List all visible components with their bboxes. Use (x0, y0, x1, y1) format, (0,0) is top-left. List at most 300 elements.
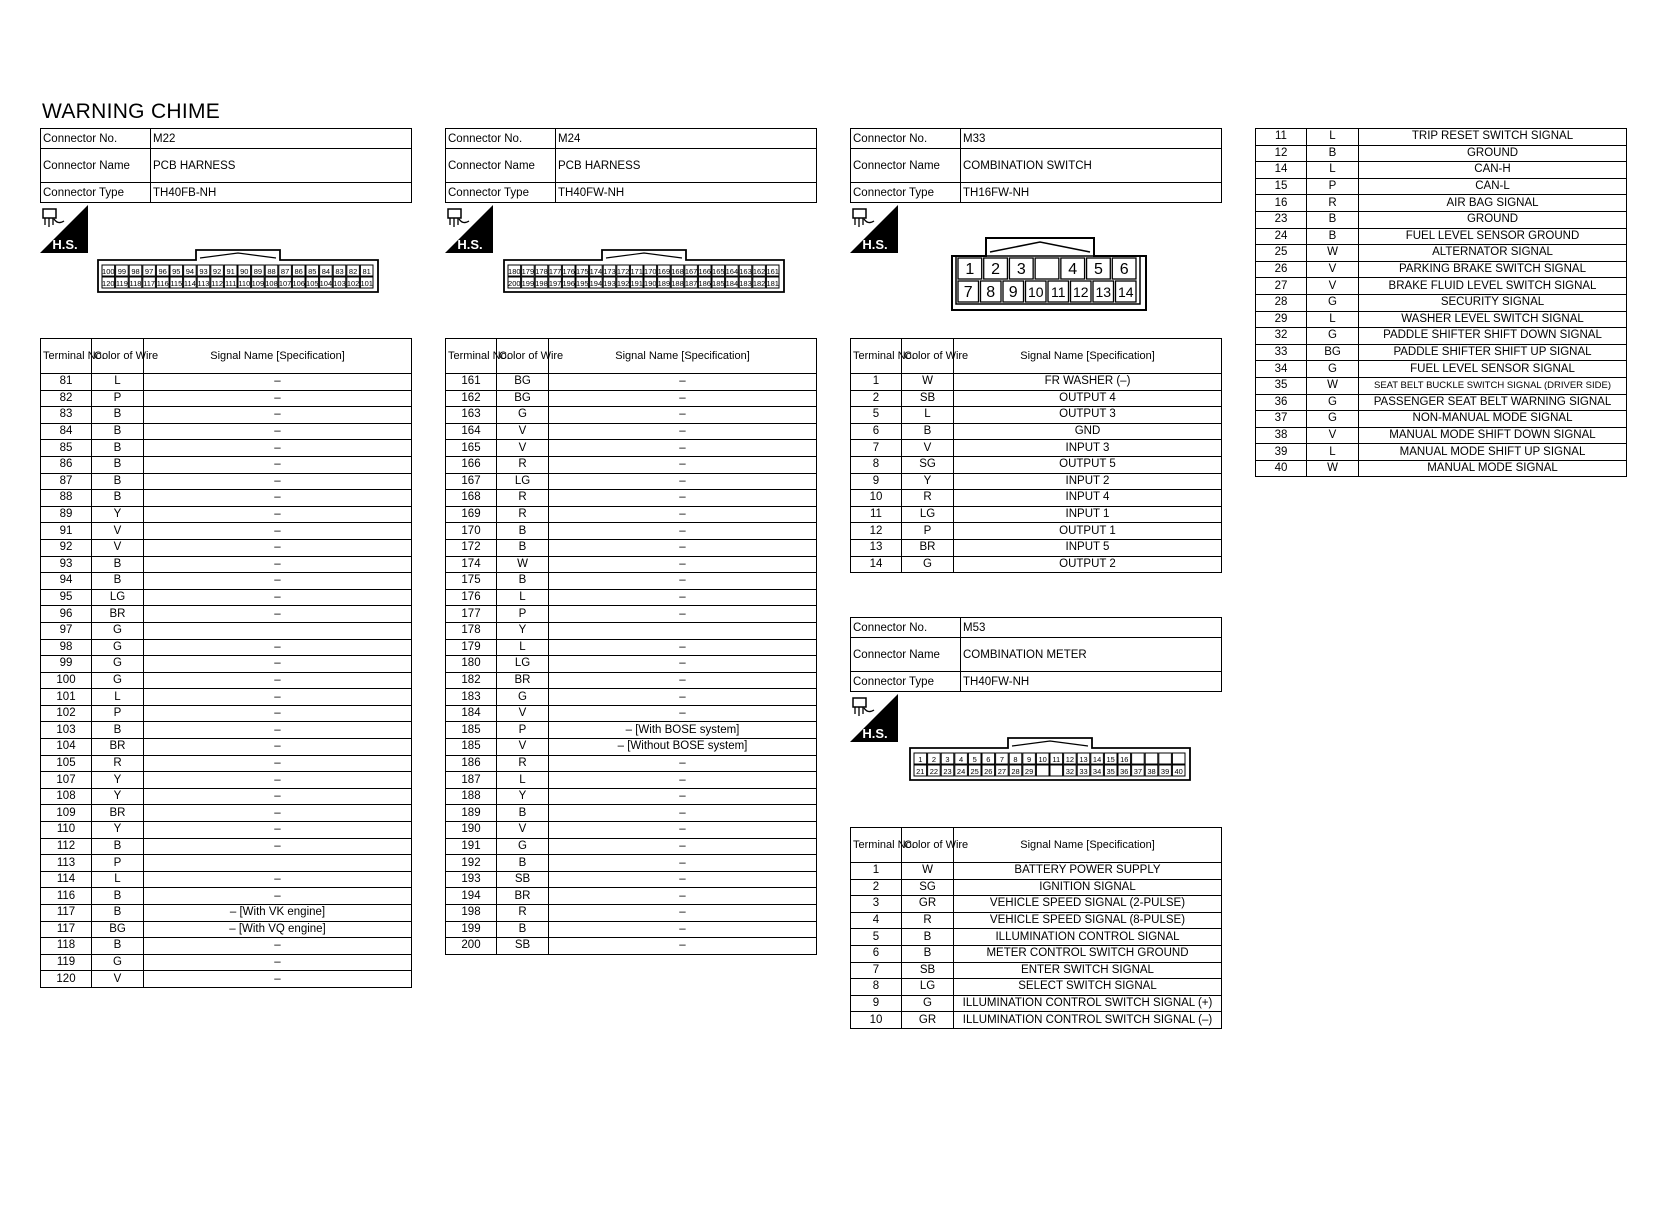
terminal-no: 5 (851, 929, 902, 946)
pin-number: 15 (1106, 755, 1115, 764)
table-row (41, 374, 412, 391)
table-row (41, 556, 412, 573)
wire-color: L (497, 589, 549, 606)
terminal-no: 168 (446, 490, 497, 507)
wire-color: LG (902, 506, 954, 523)
terminal-no: 198 (446, 905, 497, 922)
terminal-no: 13 (851, 539, 902, 556)
pin-number: 168 (671, 267, 684, 276)
connector-latch (200, 253, 276, 258)
connector-m33 (850, 128, 1222, 203)
harness-side-icon (40, 205, 88, 253)
signal-name: – (144, 838, 412, 855)
connector-name-value: PCB HARNESS (556, 149, 817, 183)
wire-color: BG (497, 390, 549, 407)
wire-color: Y (902, 473, 954, 490)
wire-color: B (92, 938, 144, 955)
terminal-no: 113 (41, 855, 92, 872)
terminal-no: 26 (1256, 261, 1307, 278)
signal-name: INPUT 4 (954, 490, 1222, 507)
pin-number: 172 (616, 267, 630, 276)
terminal-table (1255, 128, 1627, 477)
pin-number: 191 (630, 279, 643, 288)
table-row (851, 929, 1222, 946)
terminal-table-m53 (850, 827, 1222, 1029)
terminal-no: 12 (1256, 145, 1307, 162)
signal-name: – (549, 855, 817, 872)
pin-number: 119 (115, 279, 128, 288)
signal-name: – (144, 938, 412, 955)
terminal-no: 191 (446, 838, 497, 855)
signal-name: – (549, 523, 817, 540)
wire-color: P (92, 390, 144, 407)
table-row (446, 639, 817, 656)
signal-name: PADDLE SHIFTER SHIFT UP SIGNAL (1359, 344, 1627, 361)
pin-number: 170 (644, 267, 657, 276)
signal-name: SEAT BELT BUCKLE SWITCH SIGNAL (DRIVER SIDE) (1359, 377, 1627, 394)
table-row (1256, 178, 1627, 195)
signal-name: – (549, 490, 817, 507)
pin-number: 40 (1174, 767, 1183, 776)
table-row (446, 573, 817, 590)
signal-name: – (144, 871, 412, 888)
wire-color: B (92, 838, 144, 855)
signal-name: BRAKE FLUID LEVEL SWITCH SIGNAL (1359, 278, 1627, 295)
table-row (41, 656, 412, 673)
harness-side-icon (445, 205, 493, 253)
terminal-no: 99 (41, 656, 92, 673)
terminal-no: 88 (41, 490, 92, 507)
signal-name: OUTPUT 1 (954, 523, 1222, 540)
table-row (41, 822, 412, 839)
wire-color: L (497, 639, 549, 656)
signal-name: – (549, 573, 817, 590)
signal-name: ILLUMINATION CONTROL SWITCH SIGNAL (–) (954, 1012, 1222, 1029)
table-row (446, 656, 817, 673)
terminal-no: 83 (41, 407, 92, 424)
wire-color: V (92, 539, 144, 556)
wire-color: W (1307, 460, 1359, 477)
connector-m24 (445, 128, 817, 203)
wire-color: V (497, 822, 549, 839)
wire-color: L (497, 772, 549, 789)
connector-info-table (850, 128, 1222, 203)
terminal-no: 40 (1256, 460, 1307, 477)
pin-number: 111 (224, 279, 237, 288)
signal-name: – (144, 523, 412, 540)
pin-number: 108 (265, 279, 278, 288)
pin-number: 81 (362, 267, 371, 276)
signal-name: – [With VK engine] (144, 905, 412, 922)
wire-color: BG (497, 374, 549, 391)
table-row (446, 672, 817, 689)
connector-no-label: Connector No. (446, 129, 556, 149)
table-row (446, 938, 817, 955)
signal-name: VEHICLE SPEED SIGNAL (8-PULSE) (954, 912, 1222, 929)
pin-cell (1036, 765, 1049, 776)
signal-name-header: Signal Name [Specification] (954, 339, 1222, 374)
terminal-no: 81 (41, 374, 92, 391)
table-row (41, 440, 412, 457)
harness-side-icon (850, 694, 898, 742)
table-row (41, 589, 412, 606)
connector-info-table (850, 617, 1222, 692)
connector-no-label: Connector No. (41, 129, 151, 149)
pin-number: 113 (197, 279, 210, 288)
signal-name: WASHER LEVEL SWITCH SIGNAL (1359, 311, 1627, 328)
table-row (851, 879, 1222, 896)
pin-cell (1050, 765, 1063, 776)
table-row (41, 838, 412, 855)
table-row (851, 423, 1222, 440)
pin-number: 88 (267, 267, 276, 276)
wire-color: G (1307, 328, 1359, 345)
signal-name: – (549, 473, 817, 490)
pin-number: 27 (997, 767, 1007, 776)
connector-no-label: Connector No. (851, 618, 961, 638)
signal-name: – (144, 423, 412, 440)
connector-no-label: Connector No. (851, 129, 961, 149)
table-row (851, 556, 1222, 573)
table-row (41, 689, 412, 706)
table-row (41, 390, 412, 407)
table-row (41, 423, 412, 440)
connector-diagram (96, 248, 380, 294)
terminal-no: 91 (41, 523, 92, 540)
wire-color: Y (497, 788, 549, 805)
wire-color: P (92, 855, 144, 872)
wire-color: G (1307, 294, 1359, 311)
pin-number: 4 (1068, 261, 1078, 278)
terminal-no: 185 (446, 722, 497, 739)
wire-color: V (497, 705, 549, 722)
wire-color: SB (497, 938, 549, 955)
terminal-no: 82 (41, 390, 92, 407)
pin-number: 169 (657, 267, 671, 276)
table-row (1256, 411, 1627, 428)
terminal-no: 165 (446, 440, 497, 457)
wire-color: LG (92, 589, 144, 606)
wire-color: B (92, 490, 144, 507)
signal-name: – (549, 772, 817, 789)
terminal-no: 9 (851, 995, 902, 1012)
signal-name-header: Signal Name [Specification] (954, 828, 1222, 863)
terminal-no: 9 (851, 473, 902, 490)
wire-color: BG (92, 921, 144, 938)
terminal-no: 179 (446, 639, 497, 656)
terminal-no: 117 (41, 905, 92, 922)
terminal-table-m22 (40, 338, 412, 988)
pin-number: 6 (986, 755, 991, 764)
terminal-no: 95 (41, 589, 92, 606)
wire-color: B (92, 456, 144, 473)
terminal-no: 100 (41, 672, 92, 689)
wire-color: SB (497, 871, 549, 888)
signal-name: – (549, 938, 817, 955)
wire-color: LG (902, 979, 954, 996)
table-row (41, 622, 412, 639)
table-row (446, 805, 817, 822)
pin-number: 115 (170, 279, 183, 288)
table-row (41, 954, 412, 971)
table-row (1256, 444, 1627, 461)
pin-number: 165 (712, 267, 725, 276)
table-row (1256, 394, 1627, 411)
pin-number: 7 (999, 755, 1004, 764)
terminal-no: 16 (1256, 195, 1307, 212)
wire-color: B (497, 573, 549, 590)
pin-number: 2 (991, 261, 1001, 278)
signal-name: VEHICLE SPEED SIGNAL (2-PULSE) (954, 896, 1222, 913)
connector-type-label: Connector Type (851, 183, 961, 203)
table-row (41, 755, 412, 772)
pin-number: 96 (158, 267, 167, 276)
table-row (446, 440, 817, 457)
signal-name: ALTERNATOR SIGNAL (1359, 245, 1627, 262)
pin-number: 164 (725, 267, 739, 276)
pin-number: 83 (335, 267, 344, 276)
pin-number: 184 (725, 279, 739, 288)
pin-number: 37 (1133, 767, 1143, 776)
terminal-no: 119 (41, 954, 92, 971)
pin-number: 13 (1095, 284, 1112, 300)
table-row (446, 407, 817, 424)
table-row (851, 473, 1222, 490)
table-row (41, 938, 412, 955)
table-row (1256, 427, 1627, 444)
pin-number: 189 (657, 279, 671, 288)
signal-name: BATTERY POWER SUPPLY (954, 863, 1222, 880)
pin-number: 14 (1092, 755, 1102, 764)
signal-name: GROUND (1359, 145, 1627, 162)
signal-name: – (144, 772, 412, 789)
table-row (446, 606, 817, 623)
table-row (851, 945, 1222, 962)
terminal-no: 92 (41, 539, 92, 556)
pin-number: 86 (294, 267, 303, 276)
signal-name: – (549, 556, 817, 573)
harness-side-icon (850, 205, 898, 253)
signal-name: – (144, 456, 412, 473)
wire-color: B (497, 855, 549, 872)
table-row (41, 805, 412, 822)
terminal-no: 161 (446, 374, 497, 391)
pin-number: 29 (1024, 767, 1034, 776)
terminal-no: 27 (1256, 278, 1307, 295)
pin-number: 82 (348, 267, 358, 276)
pin-number: 161 (766, 267, 779, 276)
terminal-table (850, 338, 1222, 573)
connector-type-value: TH16FW-NH (961, 183, 1222, 203)
signal-name: – (549, 506, 817, 523)
wire-color: B (902, 945, 954, 962)
table-row (446, 473, 817, 490)
wire-color: B (1307, 145, 1359, 162)
signal-name: – (549, 589, 817, 606)
terminal-no: 176 (446, 589, 497, 606)
signal-name: – (144, 705, 412, 722)
pin-number: 107 (278, 279, 292, 288)
connector-latch (1012, 741, 1088, 746)
terminal-no: 163 (446, 407, 497, 424)
pin-number: 99 (117, 267, 127, 276)
terminal-no: 38 (1256, 427, 1307, 444)
terminal-no: 2 (851, 390, 902, 407)
wire-color: G (92, 672, 144, 689)
table-row (446, 374, 817, 391)
wire-color: BR (497, 672, 549, 689)
pin-number: 84 (321, 267, 331, 276)
pin-number: 11 (1052, 755, 1061, 764)
signal-name: – [With BOSE system] (549, 722, 817, 739)
signal-name: – (549, 423, 817, 440)
wire-color: L (92, 374, 144, 391)
signal-name (144, 855, 412, 872)
signal-name: OUTPUT 2 (954, 556, 1222, 573)
signal-name: ILLUMINATION CONTROL SIGNAL (954, 929, 1222, 946)
terminal-no: 107 (41, 772, 92, 789)
terminal-no: 94 (41, 573, 92, 590)
terminal-no: 87 (41, 473, 92, 490)
pin-number: 24 (956, 767, 966, 776)
signal-name: – (144, 374, 412, 391)
table-row (41, 705, 412, 722)
color-of-wire-header: Color of Wire (902, 339, 954, 374)
terminal-no: 112 (41, 838, 92, 855)
signal-name: ILLUMINATION CONTROL SWITCH SIGNAL (+) (954, 995, 1222, 1012)
table-row (446, 905, 817, 922)
terminal-no: 36 (1256, 394, 1307, 411)
pin-number: 93 (199, 267, 208, 276)
pin-number: 12 (1072, 284, 1089, 300)
pin-number: 178 (535, 267, 548, 276)
pin-number: 195 (576, 279, 589, 288)
terminal-no: 1 (851, 374, 902, 391)
table-row (1256, 129, 1627, 146)
signal-name: – (144, 971, 412, 988)
table-row (851, 456, 1222, 473)
signal-name: – (549, 888, 817, 905)
wire-color: BG (1307, 344, 1359, 361)
hs-label: H.S. (862, 726, 888, 741)
pin-number: 91 (226, 267, 235, 276)
wire-color: GR (902, 1012, 954, 1029)
wire-color: R (497, 905, 549, 922)
table-row (1256, 245, 1627, 262)
wire-color: G (92, 639, 144, 656)
signal-name: – (549, 656, 817, 673)
table-row (41, 606, 412, 623)
signal-name: INPUT 1 (954, 506, 1222, 523)
wire-color: SG (902, 456, 954, 473)
pin-number: 8 (1013, 755, 1018, 764)
terminal-no-header: Terminal No. (41, 339, 92, 374)
pin-number: 14 (1117, 284, 1134, 300)
pin-number: 5 (1093, 261, 1103, 278)
connector-no-value: M53 (961, 618, 1222, 638)
table-row (1256, 377, 1627, 394)
terminal-no: 169 (446, 506, 497, 523)
signal-name: MANUAL MODE SHIFT UP SIGNAL (1359, 444, 1627, 461)
terminal-no: 183 (446, 689, 497, 706)
wire-color: R (902, 490, 954, 507)
table-row (851, 523, 1222, 540)
table-row (446, 822, 817, 839)
connector-name-label: Connector Name (446, 149, 556, 183)
wire-color: V (497, 423, 549, 440)
terminal-no: 97 (41, 622, 92, 639)
signal-name: PARKING BRAKE SWITCH SIGNAL (1359, 261, 1627, 278)
wire-color: BR (902, 539, 954, 556)
wire-color: G (497, 407, 549, 424)
signal-name: – (144, 589, 412, 606)
table-row (1256, 460, 1627, 477)
terminal-no: 192 (446, 855, 497, 872)
wire-color: Y (92, 788, 144, 805)
table-row (41, 971, 412, 988)
terminal-no: 189 (446, 805, 497, 822)
terminal-no: 93 (41, 556, 92, 573)
terminal-no: 8 (851, 456, 902, 473)
hs-label: H.S. (457, 237, 483, 252)
pin-number: 187 (684, 279, 698, 288)
wire-color: P (92, 705, 144, 722)
terminal-no: 182 (446, 672, 497, 689)
table-row (1256, 211, 1627, 228)
connector-type-value: TH40FW-NH (556, 183, 817, 203)
signal-name: – (549, 639, 817, 656)
table-row (446, 871, 817, 888)
terminal-no: 101 (41, 689, 92, 706)
terminal-no: 10 (851, 1012, 902, 1029)
table-row (41, 788, 412, 805)
terminal-table (445, 338, 817, 955)
wire-color: G (1307, 361, 1359, 378)
terminal-no: 4 (851, 912, 902, 929)
signal-name: MANUAL MODE SHIFT DOWN SIGNAL (1359, 427, 1627, 444)
signal-name: OUTPUT 3 (954, 407, 1222, 424)
table-row (41, 473, 412, 490)
terminal-no: 12 (851, 523, 902, 540)
wire-color: P (902, 523, 954, 540)
wire-color: B (92, 888, 144, 905)
signal-name: – (144, 639, 412, 656)
wire-color: LG (497, 473, 549, 490)
pin-number: 3 (945, 755, 950, 764)
terminal-table (40, 338, 412, 988)
table-row (446, 921, 817, 938)
connector-name-label: Connector Name (851, 638, 961, 672)
signal-name: – (144, 755, 412, 772)
terminal-no: 117 (41, 921, 92, 938)
wire-color: V (902, 440, 954, 457)
signal-name: INPUT 5 (954, 539, 1222, 556)
table-row (1256, 361, 1627, 378)
wire-color: G (92, 954, 144, 971)
table-row (41, 456, 412, 473)
terminal-no: 89 (41, 506, 92, 523)
signal-name: OUTPUT 5 (954, 456, 1222, 473)
table-row (446, 390, 817, 407)
terminal-table-m33 (850, 338, 1222, 573)
signal-name: INPUT 2 (954, 473, 1222, 490)
table-row (446, 855, 817, 872)
signal-name: INPUT 3 (954, 440, 1222, 457)
table-row (41, 573, 412, 590)
wire-color: B (92, 573, 144, 590)
pin-number: 22 (929, 767, 939, 776)
signal-name: – (144, 672, 412, 689)
